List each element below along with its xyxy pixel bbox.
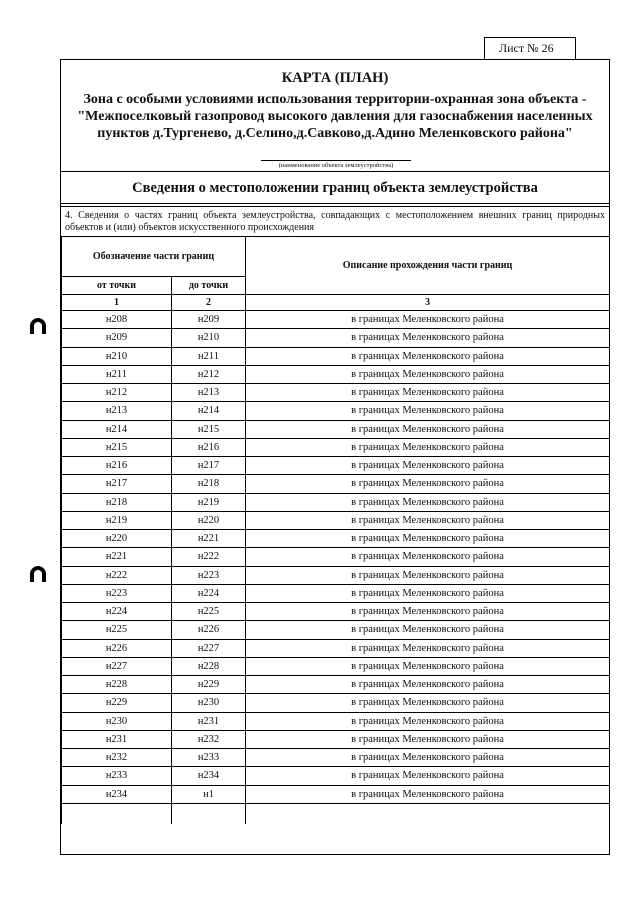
to-point-cell: н218 xyxy=(172,475,246,493)
from-point-cell: н220 xyxy=(62,530,172,548)
to-point-cell: н229 xyxy=(172,676,246,694)
from-point-cell: н222 xyxy=(62,566,172,584)
to-point-cell: н232 xyxy=(172,730,246,748)
to-point-cell: н233 xyxy=(172,749,246,767)
to-point-header: до точки xyxy=(172,277,246,295)
table-row xyxy=(62,311,610,329)
from-point-cell: н231 xyxy=(62,730,172,748)
table-row xyxy=(62,730,610,748)
from-point-cell: н216 xyxy=(62,457,172,475)
to-point-cell: н210 xyxy=(172,329,246,347)
description-cell: в границах Меленковского района xyxy=(246,657,610,675)
description-cell: в границах Меленковского района xyxy=(246,511,610,529)
to-point-cell: н234 xyxy=(172,767,246,785)
description-header: Описание прохождения части границ xyxy=(246,237,610,295)
table-row xyxy=(62,475,610,493)
table-row xyxy=(62,493,610,511)
from-point-cell: н227 xyxy=(62,657,172,675)
from-point-cell: н229 xyxy=(62,694,172,712)
empty-cell xyxy=(62,803,172,824)
table-row xyxy=(62,749,610,767)
table-row xyxy=(62,347,610,365)
from-point-cell: н211 xyxy=(62,365,172,383)
description-cell: в границах Меленковского района xyxy=(246,530,610,548)
description-cell: в границах Меленковского района xyxy=(246,438,610,456)
from-point-cell: н215 xyxy=(62,438,172,456)
description-cell: в границах Меленковского района xyxy=(246,676,610,694)
table-row xyxy=(62,457,610,475)
from-point-cell: н230 xyxy=(62,712,172,730)
boundary-part-header: Обозначение части границ xyxy=(62,237,246,277)
binder-hole-mark xyxy=(30,318,46,334)
from-point-cell: н212 xyxy=(62,384,172,402)
from-point-cell: н218 xyxy=(62,493,172,511)
description-cell: в границах Меленковского района xyxy=(246,730,610,748)
from-point-cell: н223 xyxy=(62,584,172,602)
description-cell: в границах Меленковского района xyxy=(246,457,610,475)
table-row xyxy=(62,694,610,712)
table-row xyxy=(62,603,610,621)
to-point-cell: н231 xyxy=(172,712,246,730)
to-point-cell: н215 xyxy=(172,420,246,438)
description-cell: в границах Меленковского района xyxy=(246,365,610,383)
table-row xyxy=(62,712,610,730)
binder-hole-mark xyxy=(30,566,46,582)
table-row xyxy=(62,530,610,548)
from-point-cell: н208 xyxy=(62,311,172,329)
table-row xyxy=(62,566,610,584)
table-row xyxy=(62,639,610,657)
to-point-cell: н226 xyxy=(172,621,246,639)
table-row xyxy=(62,420,610,438)
to-point-cell: н217 xyxy=(172,457,246,475)
table-row xyxy=(62,329,610,347)
description-cell: в границах Меленковского района xyxy=(246,311,610,329)
from-point-cell: н233 xyxy=(62,767,172,785)
from-point-cell: н214 xyxy=(62,420,172,438)
description-cell: в границах Меленковского района xyxy=(246,420,610,438)
description-cell: в границах Меленковского района xyxy=(246,347,610,365)
from-point-cell: н232 xyxy=(62,749,172,767)
table-row xyxy=(62,365,610,383)
table-row xyxy=(62,438,610,456)
sheet-number-box xyxy=(484,37,576,59)
map-title: КАРТА (ПЛАН) xyxy=(281,70,389,86)
to-point-cell: н219 xyxy=(172,493,246,511)
empty-cell xyxy=(172,803,246,824)
to-point-cell: н230 xyxy=(172,694,246,712)
to-point-cell: н1 xyxy=(172,785,246,803)
from-point-cell: н224 xyxy=(62,603,172,621)
to-point-cell: н224 xyxy=(172,584,246,602)
from-point-cell: н219 xyxy=(62,511,172,529)
to-point-cell: н227 xyxy=(172,639,246,657)
description-cell: в границах Меленковского района xyxy=(246,384,610,402)
from-point-header: от точки xyxy=(62,277,172,295)
description-cell: в границах Меленковского района xyxy=(246,712,610,730)
table-row xyxy=(62,584,610,602)
description-cell: в границах Меленковского района xyxy=(246,493,610,511)
description-cell: в границах Меленковского района xyxy=(246,584,610,602)
table-row xyxy=(62,511,610,529)
description-cell: в границах Меленковского района xyxy=(246,749,610,767)
table-row xyxy=(62,402,610,420)
boundary-table xyxy=(61,236,610,824)
to-point-cell: н211 xyxy=(172,347,246,365)
description-cell: в границах Меленковского района xyxy=(246,475,610,493)
table-row xyxy=(62,657,610,675)
from-point-cell: н213 xyxy=(62,402,172,420)
to-point-cell: н228 xyxy=(172,657,246,675)
to-point-cell: н213 xyxy=(172,384,246,402)
to-point-cell: н212 xyxy=(172,365,246,383)
description-cell: в границах Меленковского района xyxy=(246,694,610,712)
from-point-cell: н217 xyxy=(62,475,172,493)
description-cell: в границах Меленковского района xyxy=(246,785,610,803)
table-row xyxy=(62,384,610,402)
title-block xyxy=(61,60,609,172)
to-point-cell: н223 xyxy=(172,566,246,584)
from-point-cell: н221 xyxy=(62,548,172,566)
column-number: 3 xyxy=(246,295,610,311)
to-point-cell: н220 xyxy=(172,511,246,529)
sheet-number: Лист № 26 xyxy=(499,41,554,55)
to-point-cell: н222 xyxy=(172,548,246,566)
to-point-cell: н216 xyxy=(172,438,246,456)
zone-title: Зона с особыми условиями использования территории-охранная зона объекта -"Межпоселковый газопровод высокого давления для газоснабжения населенных пунктов д.Тургенево, д.Селино,д.Савково,д.Адино Меленковского района" xyxy=(77,92,593,141)
from-point-cell: н209 xyxy=(62,329,172,347)
from-point-cell: н225 xyxy=(62,621,172,639)
from-point-cell: н234 xyxy=(62,785,172,803)
table-row xyxy=(62,676,610,694)
description-cell: в границах Меленковского района xyxy=(246,767,610,785)
document-frame xyxy=(60,59,610,855)
description-cell: в границах Меленковского района xyxy=(246,639,610,657)
empty-cell xyxy=(246,803,610,824)
empty-table-row xyxy=(62,803,610,824)
to-point-cell: н209 xyxy=(172,311,246,329)
to-point-cell: н214 xyxy=(172,402,246,420)
from-point-cell: н226 xyxy=(62,639,172,657)
object-name-caption: (наименование объекта землеустройства) xyxy=(261,160,411,170)
description-cell: в границах Меленковского района xyxy=(246,603,610,621)
description-cell: в границах Меленковского района xyxy=(246,548,610,566)
from-point-cell: н210 xyxy=(62,347,172,365)
to-point-cell: н225 xyxy=(172,603,246,621)
table-row xyxy=(62,621,610,639)
description-cell: в границах Меленковского района xyxy=(246,402,610,420)
table-row xyxy=(62,785,610,803)
column-number: 1 xyxy=(62,295,172,311)
column-number: 2 xyxy=(172,295,246,311)
table-row xyxy=(62,548,610,566)
section-title: Сведения о местоположении границ объекта землеустройства xyxy=(61,172,609,204)
to-point-cell: н221 xyxy=(172,530,246,548)
description-cell: в границах Меленковского района xyxy=(246,566,610,584)
table-row xyxy=(62,767,610,785)
description-cell: в границах Меленковского района xyxy=(246,621,610,639)
from-point-cell: н228 xyxy=(62,676,172,694)
description-cell: в границах Меленковского района xyxy=(246,329,610,347)
subsection-heading: 4. Сведения о частях границ объекта землеустройства, совпадающих с местоположением внешних границ природных объектов и (или) объектов искусственного происхождения xyxy=(61,206,609,236)
